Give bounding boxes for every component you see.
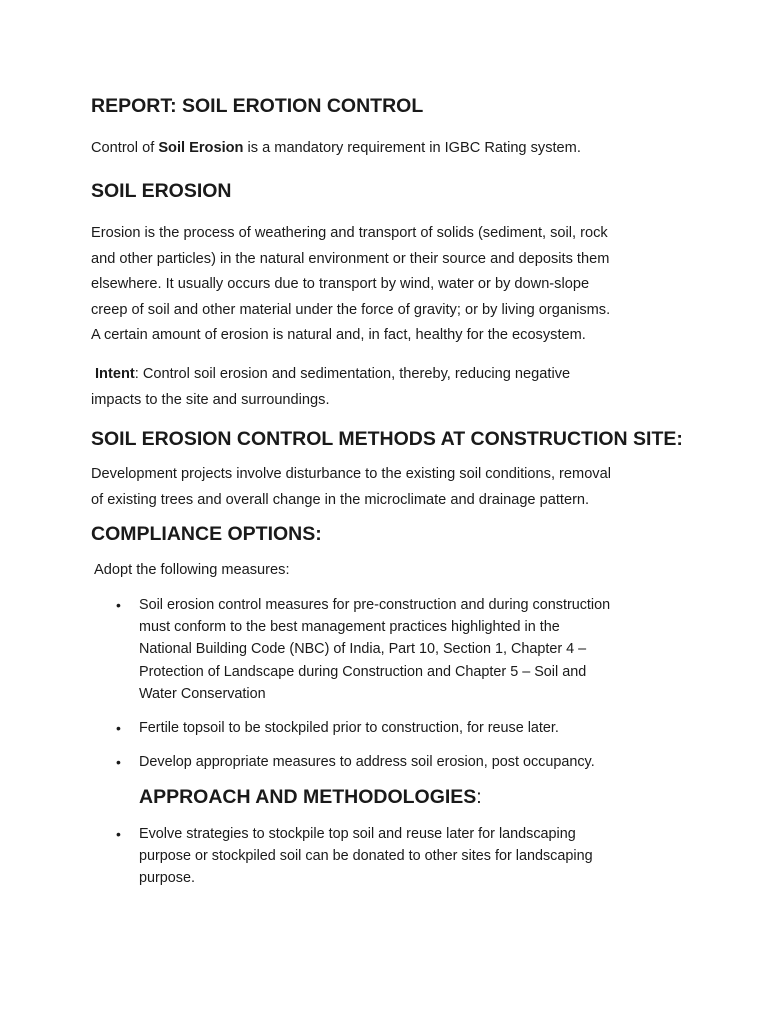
bullet-icon: • [116,597,121,613]
intro-sentence [91,140,581,156]
paragraph-line: creep of soil and other material under the force of gravity; or by living organisms. [91,301,611,318]
bullet-line: Develop appropriate measures to address soil erosion, post occupancy. [139,754,595,771]
intent-label: Intent [95,366,135,382]
intent-text: : Control soil erosion and sedimentation, thereby, reducing negative [134,366,571,382]
paragraph-line: Development projects involve disturbance to the existing soil conditions, removal [91,466,611,482]
approach-heading-text: APPROACH AND METHODOLOGIES [139,786,477,808]
bullet-line: purpose. [139,870,196,887]
intent-paragraph [91,362,695,413]
list-item [91,594,699,705]
intent-line-1 [95,362,695,388]
paragraph-line: Erosion is the process of weathering and transport of solids (sediment, soil, rock [91,225,608,241]
paragraph-line: and other particles) in the natural environment or their source and deposits them [91,250,610,267]
report-title: REPORT: SOIL EROTION CONTROL [91,95,424,117]
list-item [91,751,699,773]
heading-approach [139,786,482,809]
bullet-icon: • [116,720,121,737]
paragraph-line: elsewhere. It usually occurs due to transport by wind, water or by down-slope [91,276,590,292]
approach-bullet-list [91,823,699,890]
intro-suffix: is a mandatory requirement in IGBC Rating system. [243,140,581,156]
soil-erosion-paragraph [91,221,691,349]
paragraph-line: A certain amount of erosion is natural and, in fact, healthy for the ecosystem. [91,327,586,343]
intent-line-2: impacts to the site and surroundings. [91,391,330,408]
intro-prefix: Control of [91,140,159,156]
bullet-line: Soil erosion control measures for pre-construction and during construction [139,597,611,613]
bullet-line: purpose or stockpiled soil can be donated to other sites for landscaping [139,848,593,865]
heading-compliance-options: COMPLIANCE OPTIONS: [91,523,322,545]
methods-paragraph [91,462,691,513]
intro-bold-term: Soil Erosion [158,140,244,156]
bullet-line: must conform to the best management practices highlighted in the [139,619,560,636]
bullet-line: Protection of Landscape during Construction and Chapter 5 – Soil and [139,663,587,680]
bullet-icon: • [116,826,121,842]
heading-soil-erosion: SOIL EROSION [91,180,232,202]
list-item [91,823,699,890]
bullet-icon: • [116,754,121,771]
bullet-line: Evolve strategies to stockpile top soil and reuse later for landscaping [139,826,576,842]
list-item [91,717,699,739]
heading-control-methods: SOIL EROSION CONTROL METHODS AT CONSTRUCTION SITE: [91,428,683,450]
compliance-lead [94,558,694,584]
bullet-line: Fertile topsoil to be stockpiled prior to construction, for reuse later. [139,720,559,737]
bullet-line: National Building Code (NBC) of India, Part 10, Section 1, Chapter 4 – [139,641,587,658]
bullet-line: Water Conservation [139,685,266,702]
approach-heading-colon: : [476,786,482,808]
compliance-bullet-list [91,594,699,773]
paragraph-line: of existing trees and overall change in the microclimate and drainage pattern. [91,491,590,508]
compliance-lead-text: Adopt the following measures: [94,562,290,578]
